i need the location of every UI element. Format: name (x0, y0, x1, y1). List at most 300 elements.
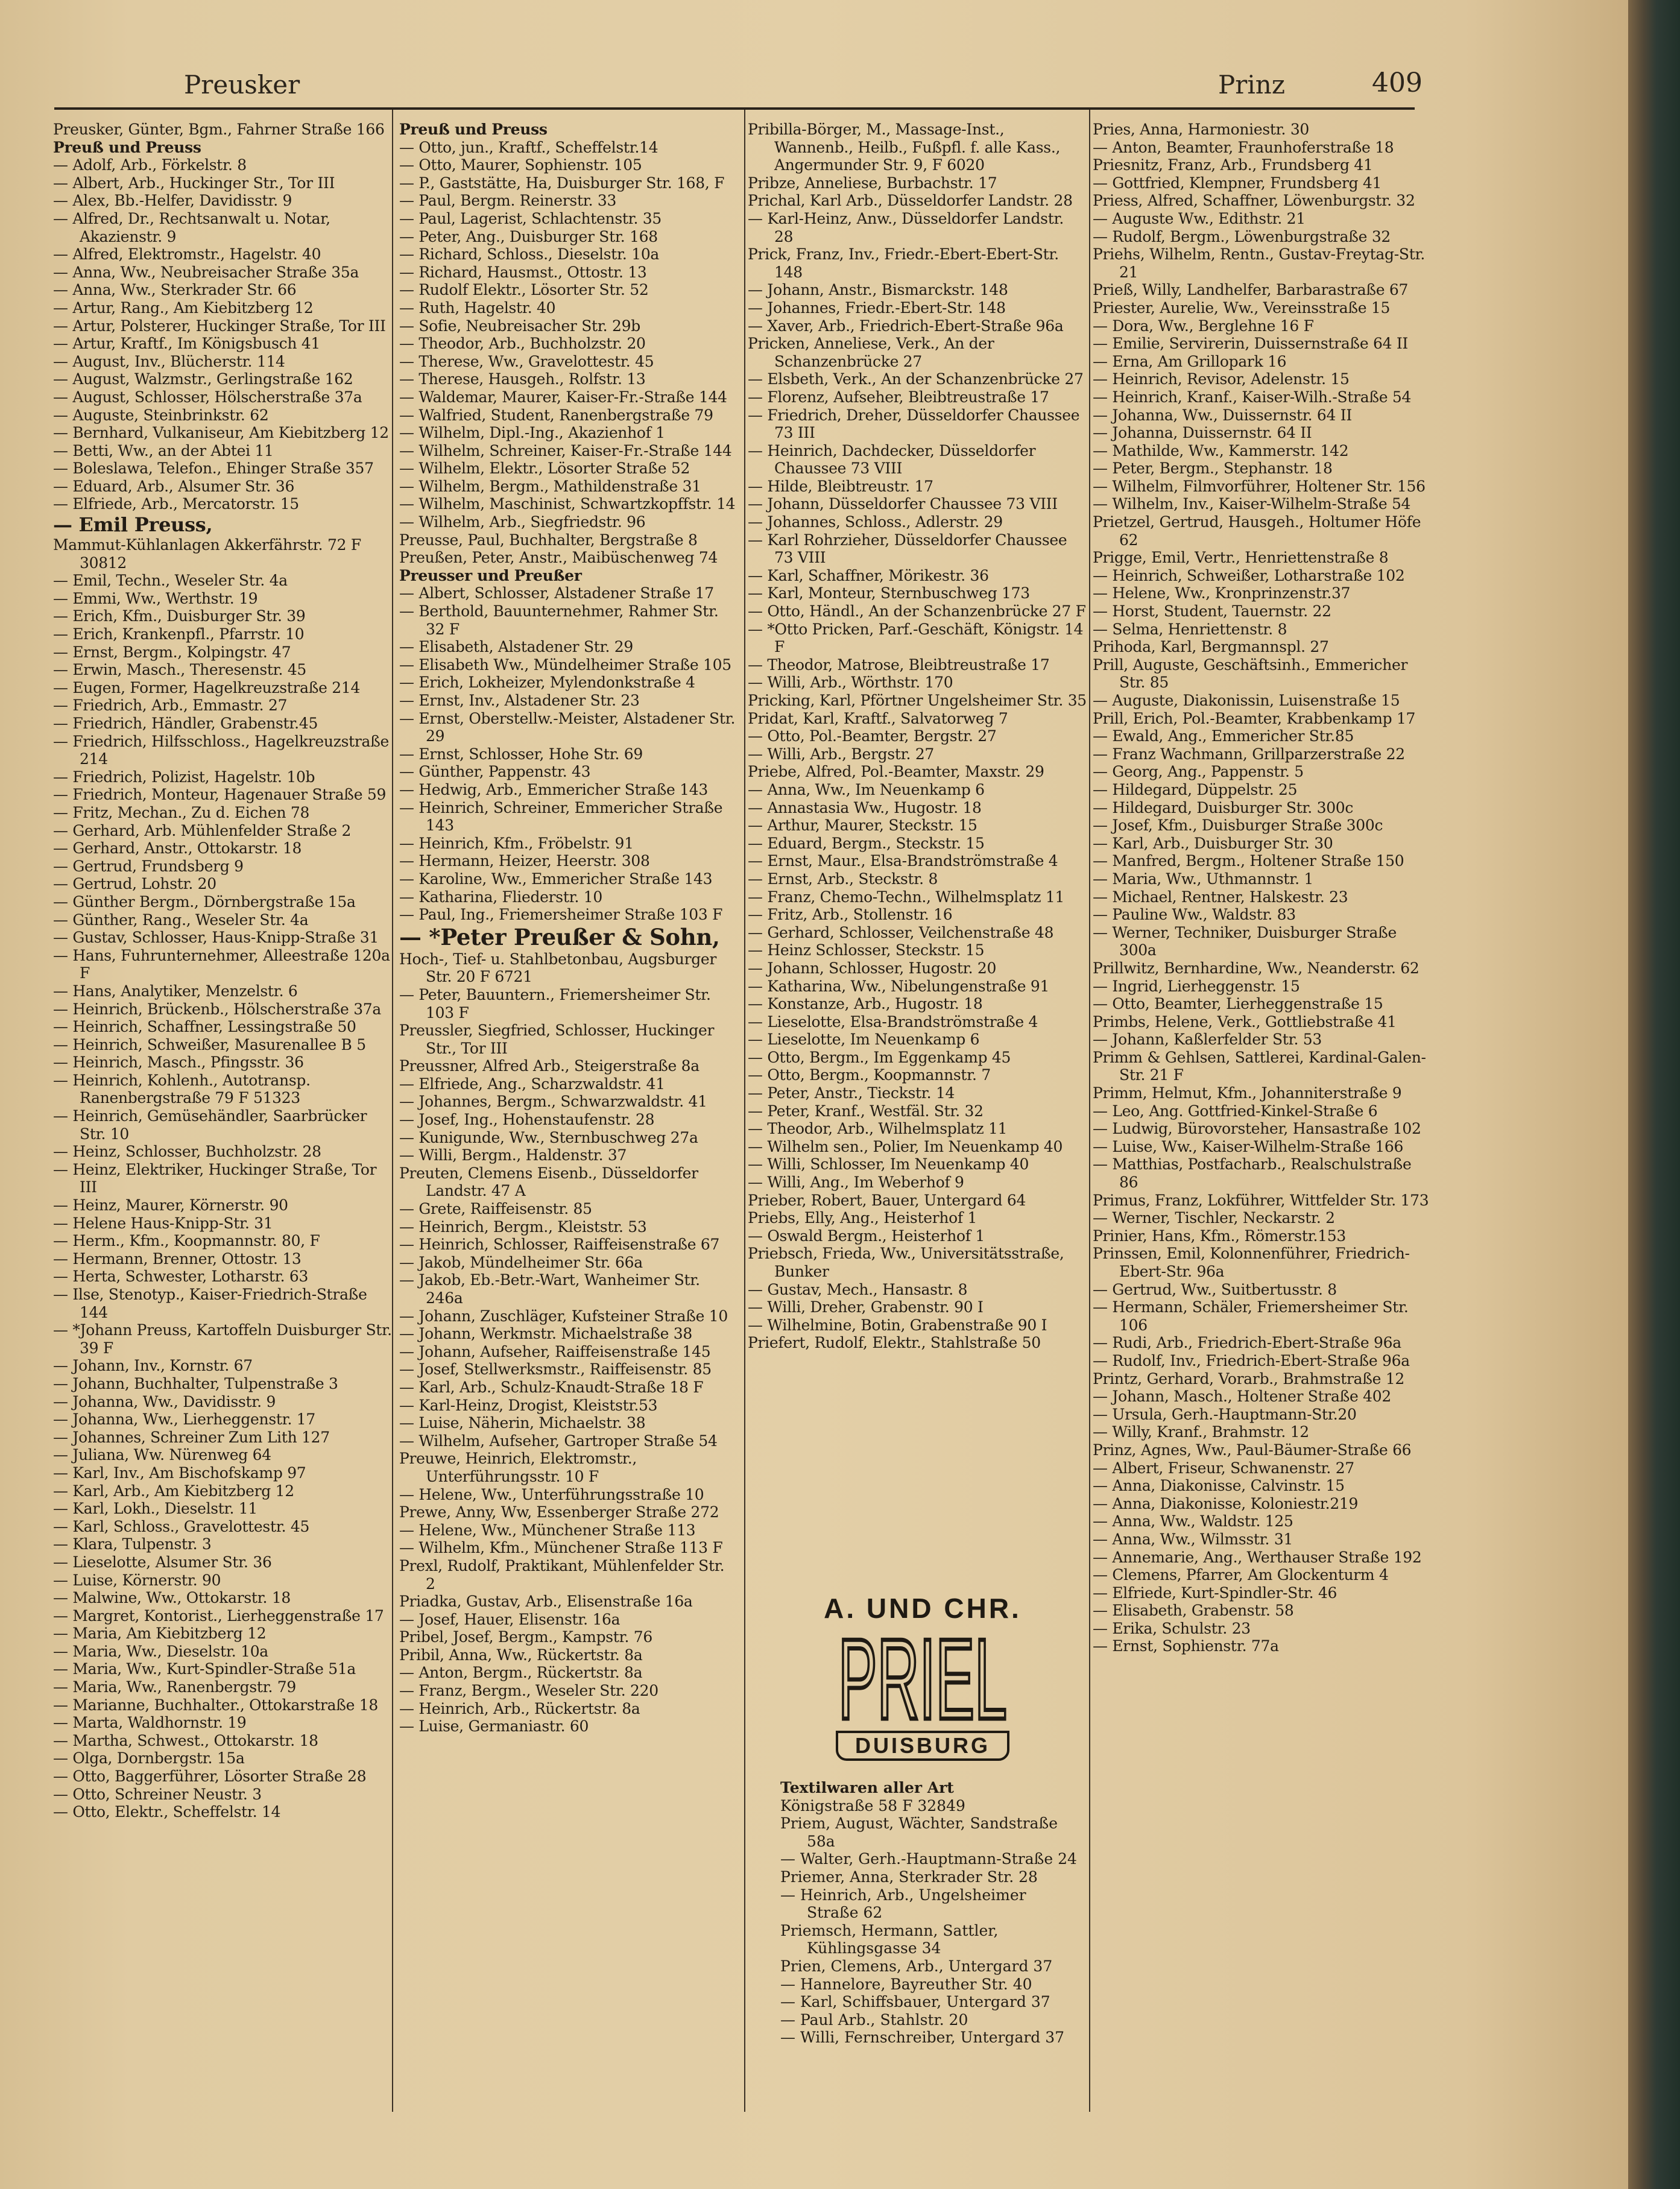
directory-entry: — Marianne, Buchhalter., Ottokarstraße 18 (53, 1696, 378, 1714)
directory-entry: — Paul, Bergm. Reinerstr. 33 (399, 192, 617, 210)
directory-entry: — Therese, Ww., Gravelottestr. 45 (399, 352, 654, 370)
directory-entry: — Ruth, Hagelstr. 40 (399, 298, 556, 317)
directory-entry: — Heinrich, Schaffner, Lessingstraße 50 (53, 1018, 356, 1036)
directory-entry: — Richard, Schloss., Dieselstr. 10a (399, 245, 660, 264)
directory-entry: Prinier, Hans, Kfm., Römerstr.153 (1093, 1227, 1346, 1245)
directory-entry: Königstraße 58 F 32849 (780, 1796, 965, 1815)
directory-entry: — Helene Haus-Knipp-Str. 31 (53, 1214, 273, 1232)
directory-entry: — Malwine, Ww., Ottokarstr. 18 (53, 1589, 291, 1607)
directory-entry: — Albert, Schlosser, Alstadener Straße 17 (399, 584, 714, 602)
directory-entry: — Willi, Schlosser, Im Neuenkamp 40 (748, 1155, 1029, 1173)
directory-entry: — Klara, Tulpenstr. 3 (53, 1535, 212, 1553)
directory-entry: — Hermann, Brenner, Ottostr. 13 (53, 1249, 302, 1268)
directory-entry: — Manfred, Bergm., Holtener Straße 150 (1093, 852, 1404, 870)
directory-entry: Pries, Anna, Harmoniestr. 30 (1093, 121, 1310, 138)
directory-entry: — Anna, Ww., Waldstr. 125 (1093, 1512, 1293, 1530)
directory-entry: — Otto, Schreiner Neustr. 3 (53, 1785, 262, 1803)
directory-entry: — Willi, Bergm., Haldenstr. 37 (399, 1146, 627, 1164)
directory-entry: — Otto, Bergm., Koopmannstr. 7 (748, 1066, 991, 1084)
directory-entry: — Anna, Ww., Wilmsstr. 31 (1093, 1530, 1293, 1548)
page-number: 409 (1372, 68, 1423, 98)
directory-entry: Preusker, Günter, Bgm., Fahrner Straße 166 (53, 121, 385, 138)
directory-entry: — Oswald Bergm., Heisterhof 1 (748, 1227, 985, 1245)
directory-entry: — Emil Preuss, (53, 513, 213, 537)
directory-entry: — Otto, Händl., An der Schanzenbrücke 27 F (748, 602, 1086, 621)
ad-city-banner: DUISBURG (836, 1731, 1009, 1761)
directory-entry: Preussner, Alfred Arb., Steigerstraße 8a (399, 1057, 699, 1075)
directory-entry: — Franz, Bergm., Weseler Str. 220 (399, 1682, 658, 1700)
directory-entry: — Erich, Lokheizer, Mylendonkstraße 4 (399, 674, 695, 692)
directory-entry: — Fritz, Mechan., Zu d. Eichen 78 (53, 803, 310, 821)
directory-entry: — Georg, Ang., Pappenstr. 5 (1093, 763, 1304, 781)
directory-entry: — Elisabeth Ww., Mündelheimer Straße 105 (399, 655, 731, 674)
directory-entry: — Richard, Hausmst., Ottostr. 13 (399, 263, 647, 281)
directory-entry: Preussler, Siegfried, Schlosser, Huckinger Str., Tor III (399, 1022, 715, 1057)
directory-entry: — Sofie, Neubreisacher Str. 29b (399, 317, 640, 335)
priel-advertisement (802, 1592, 1043, 1797)
directory-entry: — Wilhelm, Arb., Siegfriedstr. 96 (399, 513, 646, 531)
directory-entry: Prietzel, Gertrud, Hausgeh., Holtumer Höfe 62 (1093, 513, 1421, 549)
directory-entry: — Therese, Hausgeh., Rolfstr. 13 (399, 370, 646, 388)
directory-entry: Prinz, Agnes, Ww., Paul-Bäumer-Straße 66 (1093, 1441, 1412, 1459)
directory-entry: — Artur, Rang., Am Kiebitzberg 12 (53, 298, 314, 317)
directory-entry: — *Peter Preußer & Sohn, (399, 923, 720, 950)
directory-entry: — Hannelore, Bayreuther Str. 40 (780, 1975, 1032, 1993)
directory-entry: — Olga, Dornbergstr. 15a (53, 1749, 245, 1767)
directory-entry: — Kunigunde, Ww., Sternbuschweg 27a (399, 1128, 698, 1146)
directory-entry: — Wilhelm sen., Polier, Im Neuenkamp 40 (748, 1137, 1063, 1155)
directory-entry: — Rudolf, Bergm., Löwenburgstraße 32 (1093, 227, 1391, 245)
directory-entry: — Artur, Kraftf., Im Königsbusch 41 (53, 335, 321, 353)
directory-entry: Preusser und Preußer (399, 566, 582, 584)
directory-entry: Pricken, Anneliese, Verk., An der Schanzenbrücke 27 (748, 335, 994, 370)
directory-entry: — Luise, Ww., Kaiser-Wilhelm-Straße 166 (1093, 1137, 1404, 1155)
directory-entry: — Luise, Körnerstr. 90 (53, 1571, 221, 1589)
directory-entry: — Günther, Rang., Weseler Str. 4a (53, 911, 309, 929)
directory-entry: — Lieselotte, Im Neuenkamp 6 (748, 1031, 980, 1049)
directory-entry: — P., Gaststätte, Ha, Duisburger Str. 168, F (399, 174, 725, 192)
directory-entry: — Friedrich, Hilfsschloss., Hagelkreuzstraße 214 (53, 732, 390, 768)
directory-entry: Priebs, Elly, Ang., Heisterhof 1 (748, 1209, 977, 1227)
directory-entry: — Wilhelmine, Botin, Grabenstraße 90 I (748, 1316, 1047, 1334)
directory-entry: Prieß, Willy, Landhelfer, Barbarastraße 67 (1093, 281, 1409, 299)
directory-entry: — Elsbeth, Verk., An der Schanzenbrücke 27 (748, 370, 1084, 388)
directory-entry: Hoch-, Tief- u. Stahlbetonbau, Augsburger Str. 20 F 6721 (399, 950, 717, 986)
column-4 (1093, 121, 1432, 1655)
directory-entry: — Werner, Tischler, Neckarstr. 2 (1093, 1209, 1335, 1227)
directory-entry: — Otto, Baggerführer, Lösorter Straße 28 (53, 1767, 367, 1786)
directory-entry: Prien, Clemens, Arb., Untergard 37 (780, 1957, 1053, 1975)
directory-entry: — Auguste Ww., Edithstr. 21 (1093, 209, 1306, 227)
directory-entry: — Ilse, Stenotyp., Kaiser-Friedrich-Straße 144 (53, 1286, 367, 1321)
directory-entry: — Elfriede, Ang., Scharzwaldstr. 41 (399, 1075, 665, 1093)
directory-entry: — Emil, Techn., Weseler Str. 4a (53, 572, 288, 590)
directory-entry: — Otto, Beamter, Lierheggenstraße 15 (1093, 995, 1383, 1013)
directory-entry: — Lieselotte, Elsa-Brandströmstraße 4 (748, 1012, 1038, 1031)
header-right-keyword: Prinz (1218, 70, 1285, 100)
directory-entry: — Heinrich, Arb., Rückertstr. 8a (399, 1699, 640, 1717)
directory-entry: — Fritz, Arb., Stollenstr. 16 (748, 906, 953, 924)
directory-entry: — Peter, Bauuntern., Friemersheimer Str. 103 F (399, 985, 711, 1022)
directory-entry: Prigge, Emil, Vertr., Henriettenstraße 8 (1093, 549, 1389, 567)
directory-entry: — Otto, Pol.-Beamter, Bergstr. 27 (748, 727, 997, 745)
directory-entry: — Anton, Beamter, Fraunhoferstraße 18 (1093, 138, 1394, 156)
column-divider (1089, 110, 1090, 2112)
directory-entry: — Heinz, Elektriker, Huckinger Straße, Tor III (53, 1160, 377, 1196)
directory-entry: — Maria, Ww., Ranenbergstr. 79 (53, 1678, 296, 1696)
directory-entry: — Annemarie, Ang., Werthauser Straße 192 (1093, 1548, 1422, 1566)
directory-entry: — Johann, Düsseldorfer Chaussee 73 VIII (748, 495, 1058, 513)
directory-entry: Prillwitz, Bernhardine, Ww., Neanderstr. 62 (1093, 959, 1419, 977)
directory-entry: — Heinrich, Gemüsehändler, Saarbrücker Str. 10 (53, 1107, 367, 1143)
directory-entry: — Peter, Bergm., Stephanstr. 18 (1093, 460, 1333, 478)
directory-entry: — Karl, Monteur, Sternbuschweg 173 (748, 584, 1030, 602)
directory-entry: — Dora, Ww., Berglehne 16 F (1093, 317, 1314, 335)
directory-entry: — Clemens, Pfarrer, Am Glockenturm 4 (1093, 1566, 1389, 1584)
directory-entry: Preuß und Preuss (399, 121, 548, 138)
directory-entry: — Konstanze, Arb., Hugostr. 18 (748, 995, 983, 1013)
directory-entry: — Karl, Schiffsbauer, Untergard 37 (780, 1993, 1050, 2011)
directory-entry: — Johann, Buchhalter, Tulpenstraße 3 (53, 1374, 338, 1392)
directory-entry: — Waldemar, Maurer, Kaiser-Fr.-Straße 144 (399, 388, 727, 406)
directory-entry: — Willi, Arb., Wörthstr. 170 (748, 674, 953, 692)
directory-entry: — Gertrud, Frundsberg 9 (53, 857, 244, 875)
directory-entry: — Wilhelm, Filmvorführer, Holtener Str. 156 (1093, 477, 1426, 495)
directory-entry: — Gerhard, Schlosser, Veilchenstraße 48 (748, 923, 1054, 941)
directory-entry: — Theodor, Arb., Buchholzstr. 20 (399, 335, 646, 353)
directory-entry: — Eduard, Bergm., Steckstr. 15 (748, 834, 985, 852)
directory-entry: — Anna, Ww., Sterkrader Str. 66 (53, 281, 297, 299)
directory-entry: — Josef, Hauer, Elisenstr. 16a (399, 1610, 621, 1628)
directory-entry: Preuwe, Heinrich, Elektromstr., Unterführungsstr. 10 F (399, 1450, 637, 1485)
directory-entry: — Helene, Ww., Kronprinzenstr.37 (1093, 584, 1351, 602)
directory-entry: — Herta, Schwester, Lotharstr. 63 (53, 1268, 309, 1286)
directory-entry: Priebe, Alfred, Pol.-Beamter, Maxstr. 29 (748, 763, 1044, 781)
directory-entry: — Johannes, Schloss., Adlerstr. 29 (748, 513, 1003, 531)
directory-entry: Priadka, Gustav, Arb., Elisenstraße 16a (399, 1593, 693, 1611)
directory-entry: — Arthur, Maurer, Steckstr. 15 (748, 817, 977, 835)
directory-entry: — Johann, Aufseher, Raiffeisenstraße 145 (399, 1342, 711, 1360)
directory-entry: Pridat, Karl, Kraftf., Salvatorweg 7 (748, 709, 1008, 727)
directory-entry: Primm & Gehlsen, Sattlerei, Kardinal-Galen-Str. 21 F (1093, 1048, 1426, 1084)
directory-entry: — Alfred, Elektromstr., Hagelstr. 40 (53, 245, 321, 264)
directory-entry: — Johanna, Ww., Lierheggenstr. 17 (53, 1410, 316, 1429)
directory-entry: — Johannes, Schreiner Zum Lith 127 (53, 1428, 330, 1446)
directory-entry: Preuten, Clemens Eisenb., Düsseldorfer Landstr. 47 A (399, 1164, 698, 1200)
ad-continuation-entries (780, 1779, 1082, 2047)
directory-entry: Primus, Franz, Lokführer, Wittfelder Str. 173 (1093, 1191, 1429, 1209)
directory-entry: — Karl, Arb., Am Kiebitzberg 12 (53, 1482, 294, 1500)
directory-entry: — Erwin, Masch., Theresenstr. 45 (53, 661, 307, 679)
directory-entry: — Juliana, Ww. Nürenweg 64 (53, 1446, 271, 1464)
directory-entry: — Rudolf Elektr., Lösorter Str. 52 (399, 281, 649, 299)
directory-entry: — Rudolf, Inv., Friedrich-Ebert-Straße 96a (1093, 1351, 1410, 1369)
directory-entry: — Heinz, Maurer, Körnerstr. 90 (53, 1196, 288, 1215)
directory-entry: — Margret, Kontorist., Lierheggenstraße 17 (53, 1606, 384, 1625)
book-spine (1628, 0, 1680, 2189)
directory-entry: — Wilhelm, Kfm., Münchener Straße 113 F (399, 1539, 723, 1557)
directory-entry: — Auguste, Diakonissin, Luisenstraße 15 (1093, 692, 1400, 709)
directory-entry: Prill, Auguste, Geschäftsinh., Emmericher Str. 85 (1093, 655, 1408, 692)
directory-entry: Prichal, Karl Arb., Düsseldorfer Landstr. 28 (748, 192, 1073, 210)
directory-entry: Preuß und Preuss (53, 138, 201, 156)
directory-entry: — Martha, Schwest., Ottokarstr. 18 (53, 1731, 318, 1749)
directory-entry: — Heinz Schlosser, Steckstr. 15 (748, 941, 985, 959)
directory-entry: Prihoda, Karl, Bergmannspl. 27 (1093, 638, 1329, 656)
directory-entry: Priehs, Wilhelm, Rentn., Gustav-Freytag-Str. 21 (1093, 245, 1425, 281)
directory-entry: — Pauline Ww., Waldstr. 83 (1093, 906, 1296, 924)
directory-entry: — Günther, Pappenstr. 43 (399, 763, 591, 781)
directory-entry: — Maria, Ww., Kurt-Spindler-Straße 51a (53, 1660, 356, 1678)
directory-entry: — Karl-Heinz, Drogist, Kleiststr.53 (399, 1396, 658, 1414)
directory-entry: — Erna, Am Grillopark 16 (1093, 352, 1287, 370)
directory-entry: — Hans, Analytiker, Menzelstr. 6 (53, 982, 298, 1000)
directory-entry: — Elisabeth, Alstadener Str. 29 (399, 638, 633, 656)
directory-entry: — Heinrich, Masch., Pfingsstr. 36 (53, 1053, 304, 1072)
page-header (54, 65, 1423, 101)
directory-entry: — Karl, Arb., Duisburger Str. 30 (1093, 834, 1333, 852)
directory-entry: — Xaver, Arb., Friedrich-Ebert-Straße 96a (748, 317, 1064, 335)
directory-entry: — Auguste, Steinbrinkstr. 62 (53, 406, 269, 424)
directory-entry: Prewe, Anny, Ww, Essenberger Straße 272 (399, 1503, 719, 1521)
directory-entry: — August, Inv., Blücherstr. 114 (53, 352, 285, 370)
header-rule (54, 107, 1415, 110)
directory-entry: Primm, Helmut, Kfm., Johanniterstraße 9 (1093, 1084, 1402, 1102)
directory-entry: — Katharina, Ww., Nibelungenstraße 91 (748, 977, 1050, 995)
directory-entry: Mammut-Kühlanlagen Akkerfährstr. 72 F 30812 (53, 536, 361, 572)
directory-entry: — Gustav, Schlosser, Haus-Knipp-Straße 31 (53, 929, 379, 947)
directory-entry: — Heinrich, Kranf., Kaiser-Wilh.-Straße 54 (1093, 388, 1412, 406)
directory-entry: — Eduard, Arb., Alsumer Str. 36 (53, 477, 295, 495)
directory-entry: — Heinrich, Schreiner, Emmericher Straße 143 (399, 798, 723, 835)
directory-entry: — Paul Arb., Stahlstr. 20 (780, 2011, 968, 2029)
directory-entry: — Heinrich, Schweißer, Masurenallee B 5 (53, 1035, 366, 1053)
directory-entry: — Elisabeth, Grabenstr. 58 (1093, 1602, 1294, 1620)
directory-entry: — Josef, Ing., Hohenstaufenstr. 28 (399, 1111, 655, 1129)
directory-entry: Prill, Erich, Pol.-Beamter, Krabbenkamp 17 (1093, 709, 1416, 727)
directory-entry: Priemsch, Hermann, Sattler, Kühlingsgasse 34 (780, 1921, 999, 1957)
column-3 (748, 121, 1087, 1352)
directory-entry: — Selma, Henriettenstr. 8 (1093, 620, 1287, 638)
directory-entry: — Johann, Werkmstr. Michaelstraße 38 (399, 1325, 692, 1343)
directory-entry: — Albert, Arb., Huckinger Str., Tor III (53, 174, 335, 192)
directory-entry: — Betti, Ww., an der Abtei 11 (53, 441, 274, 460)
directory-entry: — Anna, Ww., Im Neuenkamp 6 (748, 780, 985, 798)
directory-entry: — August, Walzmstr., Gerlingstraße 162 (53, 370, 353, 388)
directory-entry: — Karl, Lokh., Dieselstr. 11 (53, 1500, 257, 1518)
directory-entry: — Jakob, Mündelheimer Str. 66a (399, 1253, 643, 1271)
directory-entry: — Walter, Gerh.-Hauptmann-Straße 24 (780, 1850, 1077, 1868)
directory-entry: — Boleslawa, Telefon., Ehinger Straße 357 (53, 460, 374, 478)
directory-entry: — Hilde, Bleibtreustr. 17 (748, 477, 933, 495)
directory-entry: — Wilhelm, Elektr., Lösorter Straße 52 (399, 460, 690, 478)
directory-entry: — Maria, Ww., Uthmannstr. 1 (1093, 870, 1313, 888)
directory-entry: — Karl-Heinz, Anw., Düsseldorfer Landstr. 28 (748, 209, 1064, 245)
directory-entry: — Marta, Waldhornstr. 19 (53, 1714, 247, 1732)
directory-entry: — Wilhelm, Schreiner, Kaiser-Fr.-Straße 144 (399, 441, 732, 460)
directory-entry: — Ludwig, Bürovorsteher, Hansastraße 102 (1093, 1120, 1421, 1138)
directory-entry: — Anna, Diakonisse, Calvinstr. 15 (1093, 1477, 1345, 1495)
directory-entry: — Peter, Ang., Duisburger Str. 168 (399, 227, 658, 245)
priel-logo (832, 1628, 1013, 1731)
directory-entry: — Adolf, Arb., Förkelstr. 8 (53, 156, 247, 174)
directory-entry: — *Otto Pricken, Parf.-Geschäft, Königstr. 14 F (748, 620, 1084, 656)
directory-entry: — Emmi, Ww., Werthstr. 19 (53, 589, 258, 607)
directory-entry: — Gerhard, Arb. Mühlenfelder Straße 2 (53, 821, 352, 839)
directory-entry: — Elfriede, Kurt-Spindler-Str. 46 (1093, 1584, 1337, 1602)
directory-entry: — Herm., Kfm., Koopmannstr. 80, F (53, 1232, 320, 1250)
directory-entry: — Walfried, Student, Ranenbergstraße 79 (399, 406, 713, 424)
directory-entry: — Franz Wachmann, Grillparzerstraße 22 (1093, 745, 1405, 763)
directory-entry: — Hildegard, Düppelstr. 25 (1093, 780, 1298, 798)
directory-entry: Preußen, Peter, Anstr., Maibüschenweg 74 (399, 549, 718, 567)
directory-entry: — Ernst, Arb., Steckstr. 8 (748, 870, 938, 888)
directory-entry: — Otto, jun., Kraftf., Scheffelstr.14 (399, 138, 658, 156)
directory-entry: — Gertrud, Lohstr. 20 (53, 875, 216, 893)
column-divider (744, 110, 745, 2112)
directory-entry: — Helene, Ww., Münchener Straße 113 (399, 1521, 696, 1539)
directory-entry: — Heinrich, Dachdecker, Düsseldorfer Chaussee 73 VIII (748, 441, 1036, 478)
directory-entry: — Gottfried, Klempner, Frundsberg 41 (1093, 174, 1382, 192)
directory-entry: Pribel, Josef, Bergm., Kampstr. 76 (399, 1628, 652, 1646)
directory-entry: — Willi, Dreher, Grabenstr. 90 I (748, 1298, 984, 1316)
directory-entry: Pribilla-Börger, M., Massage-Inst., Wannenb., Heilb., Fußpfl. f. alle Kass., Angermunder Str. 9, F 6020 (748, 121, 1061, 174)
directory-entry: — Wilhelm, Aufseher, Gartroper Straße 54 (399, 1432, 718, 1450)
directory-entry: — Alex, Bb.-Helfer, Davidisstr. 9 (53, 192, 292, 210)
directory-entry: — Lieselotte, Alsumer Str. 36 (53, 1553, 272, 1571)
directory-entry: — Heinrich, Kohlenh., Autotransp. Ranenbergstraße 79 F 51323 (53, 1071, 311, 1107)
directory-entry: — Bernhard, Vulkaniseur, Am Kiebitzberg 12 (53, 424, 389, 442)
directory-entry: — Johanna, Ww., Davidisstr. 9 (53, 1392, 276, 1410)
directory-entry: — Otto, Elektr., Scheffelstr. 14 (53, 1803, 281, 1821)
directory-entry: — Josef, Kfm., Duisburger Straße 300c (1093, 817, 1383, 835)
directory-entry: Printz, Gerhard, Vorarb., Brahmstraße 12 (1093, 1369, 1405, 1388)
directory-entry: — Heinrich, Schlosser, Raiffeisenstraße 67 (399, 1236, 720, 1254)
directory-entry: — Luise, Germaniastr. 60 (399, 1717, 589, 1736)
directory-entry: — Franz, Chemo-Techn., Wilhelmsplatz 11 (748, 888, 1065, 906)
directory-entry: — Rudi, Arb., Friedrich-Ebert-Straße 96a (1093, 1334, 1401, 1352)
directory-entry: — Ernst, Schlosser, Hohe Str. 69 (399, 745, 643, 763)
directory-entry: — Johann, Inv., Kornstr. 67 (53, 1357, 253, 1375)
directory-entry: — Johanna, Duissernstr. 64 II (1093, 424, 1312, 442)
ad-top-line: A. UND CHR. (824, 1593, 1022, 1624)
logo-wordmark: PRIEL (838, 1628, 1007, 1731)
directory-entry: — Willi, Fernschreiber, Untergard 37 (780, 2029, 1065, 2047)
directory-entry: — Hildegard, Duisburger Str. 300c (1093, 798, 1354, 817)
directory-entry: — Heinrich, Schweißer, Lotharstraße 102 (1093, 566, 1405, 584)
directory-entry: — Alfred, Dr., Rechtsanwalt u. Notar, Akazienstr. 9 (53, 209, 330, 245)
directory-entry: — Ursula, Gerh.-Hauptmann-Str.20 (1093, 1405, 1357, 1423)
directory-entry: — Artur, Polsterer, Huckinger Straße, Tor III (53, 317, 386, 335)
directory-entry: Priester, Aurelie, Ww., Vereinsstraße 15 (1093, 298, 1391, 317)
directory-entry: — Mathilde, Ww., Kammerstr. 142 (1093, 441, 1349, 460)
directory-entry: — Heinrich, Arb., Ungelsheimer Straße 62 (780, 1886, 1026, 1922)
directory-entry: — Jakob, Eb.-Betr.-Wart, Wanheimer Str. 246a (399, 1271, 700, 1307)
directory-entry: — Johann, Kaßlerfelder Str. 53 (1093, 1031, 1322, 1049)
directory-entry: — Wilhelm, Bergm., Mathildenstraße 31 (399, 477, 701, 495)
directory-entry: — Albert, Friseur, Schwanenstr. 27 (1093, 1459, 1354, 1477)
directory-entry: — Maria, Ww., Dieselstr. 10a (53, 1642, 268, 1660)
directory-entry: — Ernst, Inv., Alstadener Str. 23 (399, 692, 640, 709)
directory-entry: — Johann, Masch., Holtener Straße 402 (1093, 1388, 1391, 1406)
directory-entry: — Peter, Anstr., Tieckstr. 14 (748, 1084, 955, 1102)
directory-entry: — Friedrich, Arb., Emmastr. 27 (53, 696, 288, 715)
directory-entry: — Willy, Kranf., Brahmstr. 12 (1093, 1423, 1309, 1441)
directory-entry: — Horst, Student, Tauernstr. 22 (1093, 602, 1331, 621)
directory-entry: — Luise, Näherin, Michaelstr. 38 (399, 1414, 646, 1432)
directory-entry: — Elfriede, Arb., Mercatorstr. 15 (53, 495, 299, 513)
directory-entry: — Johann, Zuschläger, Kufsteiner Straße 10 (399, 1307, 728, 1325)
directory-entry: Priebsch, Frieda, Ww., Universitätsstraße, Bunker (748, 1245, 1064, 1280)
directory-entry: — Friedrich, Händler, Grabenstr.45 (53, 715, 318, 732)
column-2 (399, 121, 738, 1736)
directory-entry: — Wilhelm, Maschinist, Schwartzkopffstr. 14 (399, 495, 736, 513)
directory-entry: — Willi, Arb., Bergstr. 27 (748, 745, 935, 763)
directory-entry: — Willi, Ang., Im Weberhof 9 (748, 1173, 964, 1192)
directory-entry: — Eugen, Former, Hagelkreuzstraße 214 (53, 678, 361, 696)
directory-entry: — Werner, Techniker, Duisburger Straße 300a (1093, 923, 1397, 959)
directory-entry: — Wilhelm, Dipl.-Ing., Akazienhof 1 (399, 424, 665, 442)
directory-entry: Priem, August, Wächter, Sandstraße 58a (780, 1815, 1058, 1850)
header-left-keyword: Preusker (184, 70, 300, 100)
directory-entry: — Karl, Arb., Schulz-Knaudt-Straße 18 F (399, 1378, 704, 1396)
directory-entry: — Hans, Fuhrunternehmer, Alleestraße 120a F (53, 946, 390, 982)
directory-entry: — Grete, Raiffeisenstr. 85 (399, 1200, 592, 1218)
directory-entry: — Heinz, Schlosser, Buchholzstr. 28 (53, 1143, 321, 1161)
directory-entry: — Ernst, Oberstellw.-Meister, Alstadener Str. 29 (399, 709, 736, 745)
directory-entry: — Heinrich, Bergm., Kleiststr. 53 (399, 1218, 647, 1236)
directory-entry: Priefert, Rudolf, Elektr., Stahlstraße 50 (748, 1334, 1041, 1352)
directory-entry: Priess, Alfred, Schaffner, Löwenburgstr. 32 (1093, 192, 1415, 210)
directory-entry: — *Johann Preuss, Kartoffeln Duisburger Str. 39 F (53, 1321, 392, 1357)
directory-entry: — Anna, Diakonisse, Koloniestr.219 (1093, 1494, 1359, 1512)
directory-entry: Textilwaren aller Art (780, 1779, 954, 1796)
directory-entry: — Karl, Schaffner, Mörikestr. 36 (748, 566, 989, 584)
directory-entry: — Heinrich, Kfm., Fröbelstr. 91 (399, 834, 634, 852)
directory-entry: — Wilhelm, Inv., Kaiser-Wilhelm-Straße 54 (1093, 495, 1411, 513)
directory-entry: — Ernst, Maur., Elsa-Brandströmstraße 4 (748, 852, 1058, 870)
directory-entry: Pribze, Anneliese, Burbachstr. 17 (748, 174, 997, 192)
directory-entry: — Johann, Schlosser, Hugostr. 20 (748, 959, 997, 977)
directory-entry: Prinssen, Emil, Kolonnenführer, Friedrich-Ebert-Str. 96a (1093, 1245, 1410, 1280)
directory-entry: Preusse, Paul, Buchhalter, Bergstraße 8 (399, 531, 698, 549)
directory-entry: — Hedwig, Arb., Emmericher Straße 143 (399, 780, 708, 798)
column-divider (392, 110, 393, 2112)
directory-entry: — Ernst, Bergm., Kolpingstr. 47 (53, 643, 291, 661)
directory-entry: — Johannes, Bergm., Schwarzwaldstr. 41 (399, 1093, 707, 1111)
directory-entry: Prieber, Robert, Bauer, Untergard 64 (748, 1191, 1026, 1209)
directory-entry: — Gustav, Mech., Hansastr. 8 (748, 1280, 968, 1298)
directory-entry: Pribil, Anna, Ww., Rückertstr. 8a (399, 1646, 643, 1664)
directory-entry: — Paul, Lagerist, Schlachtenstr. 35 (399, 209, 662, 227)
directory-entry: — Maria, Am Kiebitzberg 12 (53, 1625, 267, 1643)
directory-entry: Priesnitz, Franz, Arb., Frundsberg 41 (1093, 156, 1373, 174)
column-1 (53, 121, 392, 1821)
directory-entry: — Friedrich, Polizist, Hagelstr. 10b (53, 768, 315, 786)
directory-entry: — Matthias, Postfacharb., Realschulstraße 86 (1093, 1155, 1412, 1192)
directory-entry: — Günther Bergm., Dörnbergstraße 15a (53, 892, 356, 911)
directory-entry: — Michael, Rentner, Halskestr. 23 (1093, 888, 1348, 906)
directory-entry: — Helene, Ww., Unterführungsstraße 10 (399, 1485, 704, 1503)
directory-entry: — August, Schlosser, Hölscherstraße 37a (53, 388, 362, 406)
directory-entry: — Ewald, Ang., Emmericher Str.85 (1093, 727, 1354, 745)
directory-entry: — Karoline, Ww., Emmericher Straße 143 (399, 870, 713, 888)
directory-entry: — Peter, Kranf., Westfäl. Str. 32 (748, 1102, 984, 1120)
directory-entry: — Ingrid, Lierheggenstr. 15 (1093, 977, 1300, 995)
directory-entry: — Johann, Anstr., Bismarckstr. 148 (748, 281, 1008, 299)
directory-entry: — Gertrud, Ww., Suitbertusstr. 8 (1093, 1280, 1337, 1298)
directory-entry: — Florenz, Aufseher, Bleibtreustraße 17 (748, 388, 1049, 406)
